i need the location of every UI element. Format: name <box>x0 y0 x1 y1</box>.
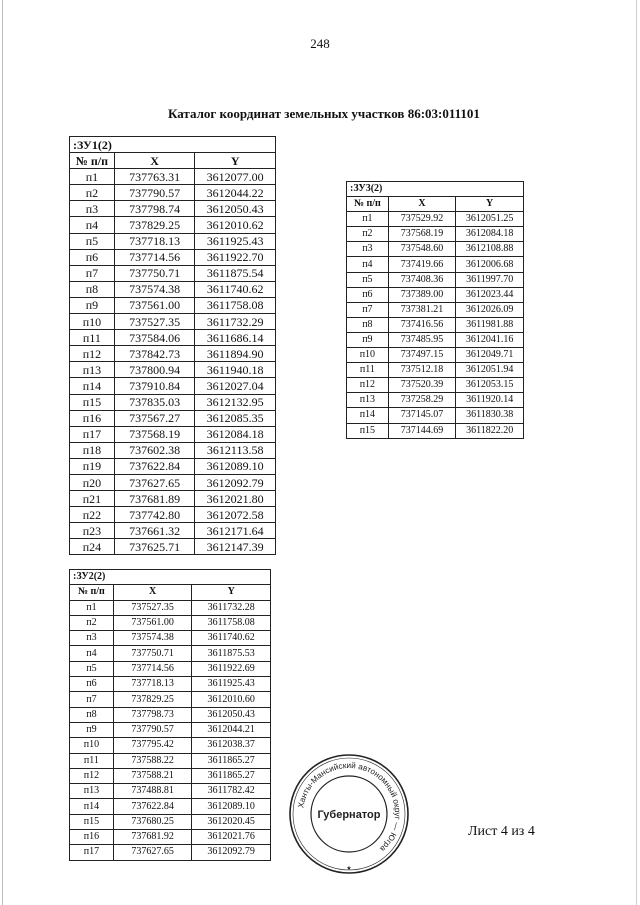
y-coordinate-cell: 3612050.43 <box>195 201 276 217</box>
y-coordinate-cell: 3612051.94 <box>456 363 524 378</box>
table-row <box>347 348 524 363</box>
y-coordinate-cell: 3611822.20 <box>456 423 524 438</box>
point-number-cell: п22 <box>70 507 115 523</box>
y-coordinate-cell: 3611740.62 <box>195 281 276 297</box>
point-number-cell: п6 <box>70 249 115 265</box>
point-number-cell: п16 <box>70 410 115 426</box>
x-coordinate-cell: 737389.00 <box>388 287 456 302</box>
table-row <box>70 249 276 265</box>
point-number-cell: п9 <box>70 297 115 313</box>
point-number-cell: п5 <box>347 272 389 287</box>
x-coordinate-cell: 737561.00 <box>113 615 192 630</box>
point-number-cell: п10 <box>347 348 389 363</box>
y-coordinate-cell: 3611740.62 <box>192 631 271 646</box>
table-row <box>347 287 524 302</box>
y-coordinate-cell: 3612010.60 <box>192 692 271 707</box>
table-row <box>70 346 276 362</box>
point-number-cell: п3 <box>347 242 389 257</box>
table-row <box>70 265 276 281</box>
table-row <box>70 845 271 860</box>
table-row <box>70 539 276 555</box>
y-coordinate-cell: 3611782.42 <box>192 784 271 799</box>
column-header-x: X <box>388 197 456 212</box>
table-row <box>347 363 524 378</box>
y-coordinate-cell: 3611686.14 <box>195 330 276 346</box>
column-header-y: Y <box>192 585 271 600</box>
x-coordinate-cell: 737798.74 <box>114 201 195 217</box>
point-number-cell: п9 <box>347 332 389 347</box>
x-coordinate-cell: 737574.38 <box>114 281 195 297</box>
table-row <box>347 378 524 393</box>
table-row <box>347 408 524 423</box>
point-number-cell: п24 <box>70 539 115 555</box>
x-coordinate-cell: 737681.92 <box>113 830 192 845</box>
table-body <box>70 600 271 860</box>
x-coordinate-cell: 737527.35 <box>113 600 192 615</box>
y-coordinate-cell: 3612108.88 <box>456 242 524 257</box>
point-number-cell: п2 <box>70 615 114 630</box>
table-row <box>347 257 524 272</box>
y-coordinate-cell: 3612084.18 <box>195 426 276 442</box>
y-coordinate-cell: 3611940.18 <box>195 362 276 378</box>
table-row <box>70 631 271 646</box>
page-number: 248 <box>310 36 330 51</box>
governor-stamp <box>287 752 411 876</box>
column-header-number: № п/п <box>70 585 114 600</box>
y-coordinate-cell: 3612051.25 <box>456 212 524 227</box>
x-coordinate-cell: 737527.35 <box>114 314 195 330</box>
page-edge-right <box>636 0 637 905</box>
y-coordinate-cell: 3611875.53 <box>192 646 271 661</box>
table-row <box>70 169 276 185</box>
x-coordinate-cell: 737661.32 <box>114 523 195 539</box>
y-coordinate-cell: 3612077.00 <box>195 169 276 185</box>
point-number-cell: п11 <box>70 753 114 768</box>
table-row <box>70 362 276 378</box>
x-coordinate-cell: 737567.27 <box>114 410 195 426</box>
point-number-cell: п17 <box>70 845 114 860</box>
x-coordinate-cell: 737529.92 <box>388 212 456 227</box>
x-coordinate-cell: 737145.07 <box>388 408 456 423</box>
x-coordinate-cell: 737842.73 <box>114 346 195 362</box>
x-coordinate-cell: 737588.21 <box>113 768 192 783</box>
y-coordinate-cell: 3611865.27 <box>192 768 271 783</box>
table-row <box>70 458 276 474</box>
y-coordinate-cell: 3612053.15 <box>456 378 524 393</box>
catalog-title: Каталог координат земельных участков 86:03:011101 <box>168 106 480 121</box>
point-number-cell: п2 <box>70 185 115 201</box>
table-row <box>347 242 524 257</box>
point-number-cell: п14 <box>70 799 114 814</box>
table-caption: :ЗУ3(2) <box>347 182 524 197</box>
point-number-cell: п13 <box>347 393 389 408</box>
x-coordinate-cell: 737742.80 <box>114 507 195 523</box>
stamp-ring-text: Ханты-Мансийский автономный округ — Югра <box>296 760 403 854</box>
sheet-info: Лист 4 из 4 <box>468 824 535 839</box>
point-number-cell: п5 <box>70 661 114 676</box>
x-coordinate-cell: 737408.36 <box>388 272 456 287</box>
x-coordinate-cell: 737258.29 <box>388 393 456 408</box>
x-coordinate-cell: 737750.71 <box>113 646 192 661</box>
table-row <box>70 217 276 233</box>
x-coordinate-cell: 737718.13 <box>113 677 192 692</box>
y-coordinate-cell: 3612084.18 <box>456 227 524 242</box>
point-number-cell: п8 <box>70 707 114 722</box>
x-coordinate-cell: 737381.21 <box>388 302 456 317</box>
x-coordinate-cell: 737602.38 <box>114 442 195 458</box>
point-number-cell: п8 <box>347 317 389 332</box>
table-row <box>347 212 524 227</box>
point-number-cell: п4 <box>70 646 114 661</box>
y-coordinate-cell: 3611920.14 <box>456 393 524 408</box>
y-coordinate-cell: 3611981.88 <box>456 317 524 332</box>
y-coordinate-cell: 3612044.22 <box>195 185 276 201</box>
x-coordinate-cell: 737750.71 <box>114 265 195 281</box>
stamp-star-icon: ★ <box>346 866 352 872</box>
column-header-number: № п/п <box>70 153 115 169</box>
point-number-cell: п11 <box>70 330 115 346</box>
x-coordinate-cell: 737548.60 <box>388 242 456 257</box>
table-row <box>70 677 271 692</box>
x-coordinate-cell: 737497.15 <box>388 348 456 363</box>
table-body <box>70 169 276 555</box>
y-coordinate-cell: 3612089.10 <box>195 458 276 474</box>
y-coordinate-cell: 3612050.43 <box>192 707 271 722</box>
y-coordinate-cell: 3611865.27 <box>192 753 271 768</box>
x-coordinate-cell: 737680.25 <box>113 814 192 829</box>
y-coordinate-cell: 3611732.28 <box>192 600 271 615</box>
table-row <box>70 281 276 297</box>
y-coordinate-cell: 3612038.37 <box>192 738 271 753</box>
x-coordinate-cell: 737416.56 <box>388 317 456 332</box>
table-row <box>70 600 271 615</box>
column-header-y: Y <box>195 153 276 169</box>
point-number-cell: п7 <box>70 692 114 707</box>
x-coordinate-cell: 737419.66 <box>388 257 456 272</box>
x-coordinate-cell: 737520.39 <box>388 378 456 393</box>
page-edge-left <box>2 0 3 905</box>
table-row <box>70 185 276 201</box>
x-coordinate-cell: 737512.18 <box>388 363 456 378</box>
coordinate-table-zu3 <box>346 181 524 439</box>
stamp-center-text: Губернатор <box>317 809 381 821</box>
table-row <box>70 753 271 768</box>
y-coordinate-cell: 3612092.79 <box>195 474 276 490</box>
x-coordinate-cell: 737622.84 <box>114 458 195 474</box>
y-coordinate-cell: 3612132.95 <box>195 394 276 410</box>
x-coordinate-cell: 737790.57 <box>114 185 195 201</box>
table-row <box>70 738 271 753</box>
point-number-cell: п14 <box>70 378 115 394</box>
x-coordinate-cell: 737144.69 <box>388 423 456 438</box>
y-coordinate-cell: 3611732.29 <box>195 314 276 330</box>
y-coordinate-cell: 3612020.45 <box>192 814 271 829</box>
table-row <box>70 615 271 630</box>
y-coordinate-cell: 3612092.79 <box>192 845 271 860</box>
table-row <box>347 393 524 408</box>
y-coordinate-cell: 3612041.16 <box>456 332 524 347</box>
point-number-cell: п14 <box>347 408 389 423</box>
table-row <box>70 442 276 458</box>
point-number-cell: п10 <box>70 314 115 330</box>
x-coordinate-cell: 737622.84 <box>113 799 192 814</box>
x-coordinate-cell: 737574.38 <box>113 631 192 646</box>
y-coordinate-cell: 3611875.54 <box>195 265 276 281</box>
table-row <box>70 474 276 490</box>
x-coordinate-cell: 737561.00 <box>114 297 195 313</box>
y-coordinate-cell: 3612072.58 <box>195 507 276 523</box>
point-number-cell: п3 <box>70 201 115 217</box>
column-header-y: Y <box>456 197 524 212</box>
point-number-cell: п1 <box>347 212 389 227</box>
table-row <box>70 661 271 676</box>
x-coordinate-cell: 737718.13 <box>114 233 195 249</box>
y-coordinate-cell: 3612113.58 <box>195 442 276 458</box>
y-coordinate-cell: 3611830.38 <box>456 408 524 423</box>
x-coordinate-cell: 737795.42 <box>113 738 192 753</box>
x-coordinate-cell: 737829.25 <box>114 217 195 233</box>
y-coordinate-cell: 3611894.90 <box>195 346 276 362</box>
x-coordinate-cell: 737488.81 <box>113 784 192 799</box>
table-caption: :ЗУ1(2) <box>70 137 276 153</box>
point-number-cell: п12 <box>347 378 389 393</box>
point-number-cell: п8 <box>70 281 115 297</box>
table-row <box>347 227 524 242</box>
x-coordinate-cell: 737798.73 <box>113 707 192 722</box>
point-number-cell: п6 <box>70 677 114 692</box>
table-row <box>70 646 271 661</box>
table-caption: :ЗУ2(2) <box>70 570 271 585</box>
y-coordinate-cell: 3611758.08 <box>195 297 276 313</box>
y-coordinate-cell: 3612006.68 <box>456 257 524 272</box>
table-row <box>347 272 524 287</box>
point-number-cell: п15 <box>70 814 114 829</box>
table-row <box>70 722 271 737</box>
point-number-cell: п3 <box>70 631 114 646</box>
table-row <box>70 426 276 442</box>
point-number-cell: п15 <box>347 423 389 438</box>
point-number-cell: п9 <box>70 722 114 737</box>
point-number-cell: п10 <box>70 738 114 753</box>
column-header-x: X <box>113 585 192 600</box>
point-number-cell: п2 <box>347 227 389 242</box>
y-coordinate-cell: 3612085.35 <box>195 410 276 426</box>
point-number-cell: п11 <box>347 363 389 378</box>
x-coordinate-cell: 737681.89 <box>114 491 195 507</box>
x-coordinate-cell: 737584.06 <box>114 330 195 346</box>
point-number-cell: п17 <box>70 426 115 442</box>
table-row <box>70 394 276 410</box>
point-number-cell: п21 <box>70 491 115 507</box>
point-number-cell: п16 <box>70 830 114 845</box>
y-coordinate-cell: 3611922.69 <box>192 661 271 676</box>
point-number-cell: п15 <box>70 394 115 410</box>
table-row <box>70 491 276 507</box>
x-coordinate-cell: 737714.56 <box>113 661 192 676</box>
point-number-cell: п18 <box>70 442 115 458</box>
point-number-cell: п4 <box>70 217 115 233</box>
y-coordinate-cell: 3611922.70 <box>195 249 276 265</box>
y-coordinate-cell: 3612171.64 <box>195 523 276 539</box>
table-row <box>70 692 271 707</box>
table-body <box>347 212 524 438</box>
table-row <box>70 330 276 346</box>
table-row <box>70 507 276 523</box>
y-coordinate-cell: 3611997.70 <box>456 272 524 287</box>
point-number-cell: п5 <box>70 233 115 249</box>
x-coordinate-cell: 737627.65 <box>114 474 195 490</box>
table-row <box>70 830 271 845</box>
y-coordinate-cell: 3612089.10 <box>192 799 271 814</box>
point-number-cell: п6 <box>347 287 389 302</box>
coordinate-table-zu2 <box>69 569 271 861</box>
point-number-cell: п13 <box>70 362 115 378</box>
x-coordinate-cell: 737829.25 <box>113 692 192 707</box>
y-coordinate-cell: 3612021.80 <box>195 491 276 507</box>
table-row <box>70 410 276 426</box>
table-row <box>347 332 524 347</box>
point-number-cell: п7 <box>347 302 389 317</box>
x-coordinate-cell: 737910.84 <box>114 378 195 394</box>
x-coordinate-cell: 737835.03 <box>114 394 195 410</box>
point-number-cell: п23 <box>70 523 115 539</box>
table-row <box>70 707 271 722</box>
table-row <box>70 784 271 799</box>
column-header-number: № п/п <box>347 197 389 212</box>
x-coordinate-cell: 737800.94 <box>114 362 195 378</box>
y-coordinate-cell: 3612049.71 <box>456 348 524 363</box>
y-coordinate-cell: 3612021.76 <box>192 830 271 845</box>
column-header-x: X <box>114 153 195 169</box>
point-number-cell: п1 <box>70 600 114 615</box>
point-number-cell: п13 <box>70 784 114 799</box>
x-coordinate-cell: 737790.57 <box>113 722 192 737</box>
y-coordinate-cell: 3611758.08 <box>192 615 271 630</box>
point-number-cell: п19 <box>70 458 115 474</box>
x-coordinate-cell: 737568.19 <box>114 426 195 442</box>
x-coordinate-cell: 737627.65 <box>113 845 192 860</box>
table-row <box>70 201 276 217</box>
y-coordinate-cell: 3612147.39 <box>195 539 276 555</box>
x-coordinate-cell: 737485.95 <box>388 332 456 347</box>
point-number-cell: п12 <box>70 346 115 362</box>
table-row <box>347 423 524 438</box>
x-coordinate-cell: 737625.71 <box>114 539 195 555</box>
y-coordinate-cell: 3612010.62 <box>195 217 276 233</box>
coordinate-table-zu1 <box>69 136 276 555</box>
point-number-cell: п4 <box>347 257 389 272</box>
table-row <box>347 317 524 332</box>
table-row <box>70 768 271 783</box>
y-coordinate-cell: 3612044.21 <box>192 722 271 737</box>
y-coordinate-cell: 3612023.44 <box>456 287 524 302</box>
x-coordinate-cell: 737568.19 <box>388 227 456 242</box>
y-coordinate-cell: 3611925.43 <box>195 233 276 249</box>
point-number-cell: п12 <box>70 768 114 783</box>
x-coordinate-cell: 737714.56 <box>114 249 195 265</box>
table-row <box>347 302 524 317</box>
table-row <box>70 523 276 539</box>
table-row <box>70 799 271 814</box>
table-row <box>70 378 276 394</box>
table-row <box>70 814 271 829</box>
table-row <box>70 314 276 330</box>
x-coordinate-cell: 737763.31 <box>114 169 195 185</box>
table-row <box>70 297 276 313</box>
y-coordinate-cell: 3612026.09 <box>456 302 524 317</box>
y-coordinate-cell: 3612027.04 <box>195 378 276 394</box>
point-number-cell: п7 <box>70 265 115 281</box>
x-coordinate-cell: 737588.22 <box>113 753 192 768</box>
table-row <box>70 233 276 249</box>
point-number-cell: п1 <box>70 169 115 185</box>
point-number-cell: п20 <box>70 474 115 490</box>
y-coordinate-cell: 3611925.43 <box>192 677 271 692</box>
